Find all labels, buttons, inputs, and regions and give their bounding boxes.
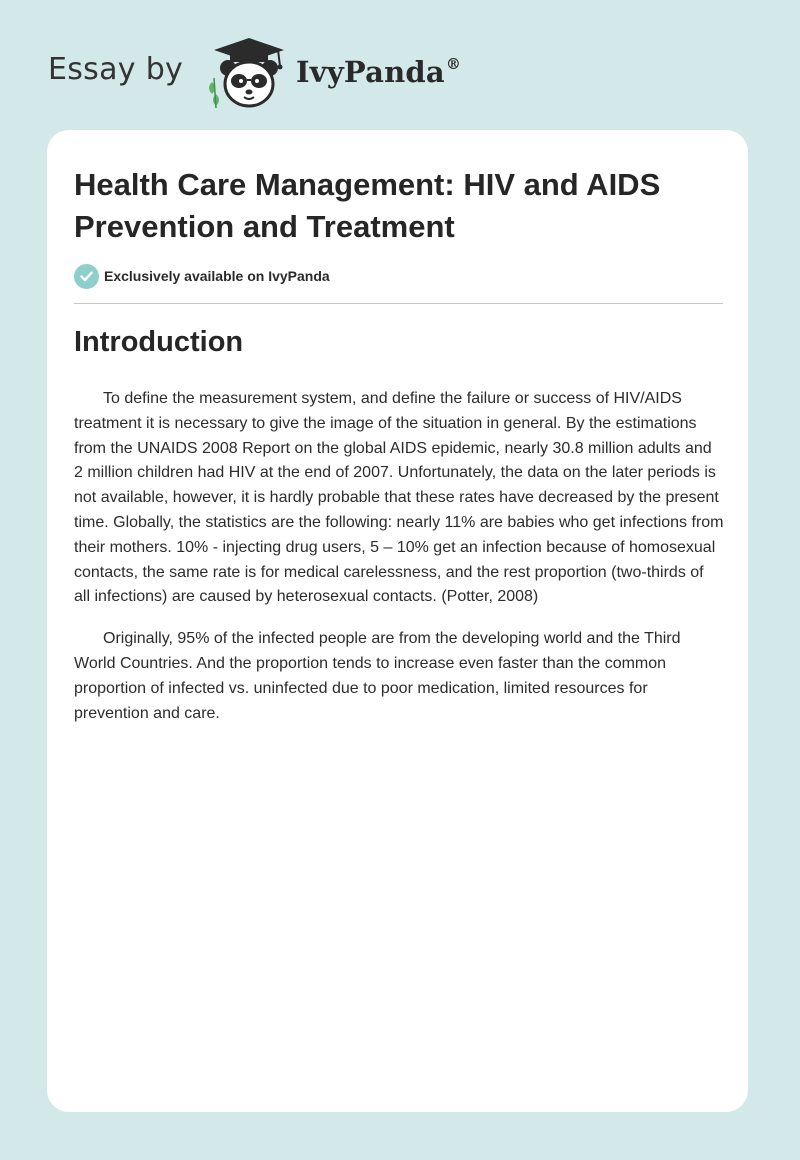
panda-graduate-icon[interactable] <box>204 34 294 110</box>
essay-body <box>74 387 724 743</box>
site-header <box>48 34 508 114</box>
section-heading-introduction: Introduction <box>74 326 244 358</box>
essay-by-label: Essay by <box>48 52 184 87</box>
exclusive-badge <box>74 263 330 289</box>
essay-card <box>47 130 748 1112</box>
check-circle-icon <box>74 264 99 289</box>
brand-logo-text[interactable]: IvyPanda® <box>296 55 462 89</box>
divider <box>74 303 723 304</box>
paragraph: Originally, 95% of the infected people are from the developing world and the Third World Countries. And the proportion tends to increase even faster than the common proportion of infected vs. uninfected due to poor medication, limited resources for prevention and care. <box>74 630 681 722</box>
paragraph: To define the measurement system, and define the failure or success of HIV/AIDS treatment it is necessary to give the image of the situation in general. By the estimations from the UNAIDS 2008 Report on the global AIDS epidemic, nearly 30.8 million adults and 2 million children had HIV at the end of 2007. Unfortunately, the data on the later periods is not available, however, it is hardly probable that these rates have decreased by the present time. Globally, the statistics are the following: nearly 11% are babies who get infections from their mothers. 10% - injecting drug users, 5 – 10% get an infection because of homosexual contacts, the same rate is for medical carelessness, and the rest proportion (two-thirds of all infections) are caused by heterosexual contacts. (Potter, 2008) <box>74 390 724 606</box>
exclusive-label: Exclusively available on IvyPanda <box>104 268 330 284</box>
essay-title: Health Care Management: HIV and AIDS Prevention and Treatment <box>74 167 661 244</box>
